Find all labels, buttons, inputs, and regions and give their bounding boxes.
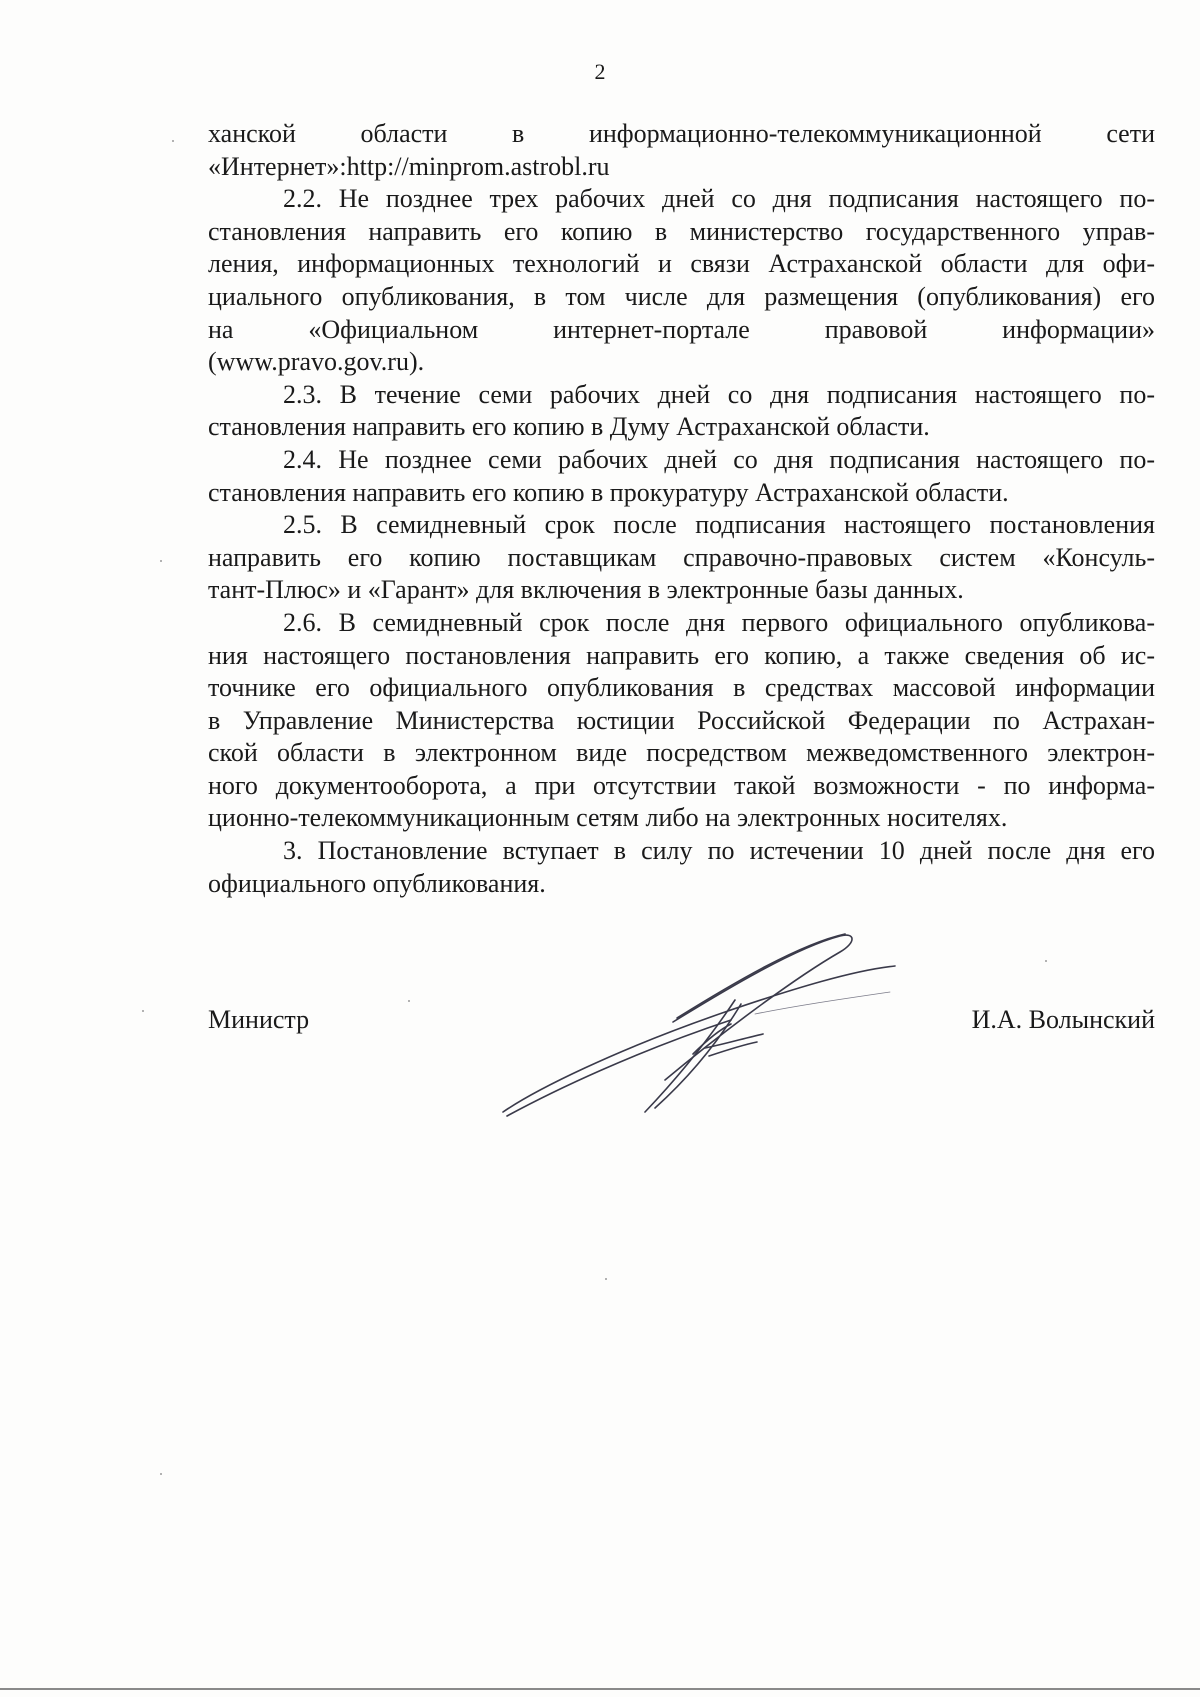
paragraph-continuation <box>208 118 1155 183</box>
scan-speck <box>172 140 174 142</box>
document-body <box>208 118 1155 900</box>
text-line: тант-Плюс» и «Гарант» для включения в электронные базы данных. <box>208 575 964 605</box>
paragraph-2-6 <box>208 607 1155 835</box>
paragraph-2-4 <box>208 444 1155 509</box>
text-line: официального опубликования. <box>208 868 546 898</box>
scan-edge-line <box>0 1688 1200 1690</box>
text-line: ления, информационных технологий и связи Астраханской области для офи- <box>208 249 1155 279</box>
scan-speck <box>142 1010 144 1012</box>
text-line: 2.3. В течение семи рабочих дней со дня подписания настоящего по- <box>283 379 1155 409</box>
text-line: 2.6. В семидневный срок после дня первого официального опубликова- <box>283 607 1155 637</box>
text-line: направить его копию поставщикам справочно-правовых систем «Консуль- <box>208 542 1155 572</box>
paragraph-2-3 <box>208 379 1155 444</box>
text-line: становления направить его копию в прокуратуру Астраханской области. <box>208 477 1009 507</box>
text-line: «Интернет»:http://minprom.astrobl.ru <box>208 151 610 181</box>
text-line: циального опубликования, в том числе для размещения (опубликования) его <box>208 281 1155 311</box>
paragraph-2-2 <box>208 183 1155 379</box>
scan-speck <box>160 1473 162 1475</box>
page-number: 2 <box>594 59 606 84</box>
text-line: ного документооборота, а при отсутствии такой возможности - по информа- <box>208 770 1155 800</box>
paragraph-2-5 <box>208 509 1155 607</box>
text-line: в Управление Министерства юстиции Российской Федерации по Астрахан- <box>208 705 1155 735</box>
signatory-title: Министр <box>208 1005 310 1034</box>
text-line: 3. Постановление вступает в силу по истечении 10 дней после дня его <box>283 836 1155 866</box>
scan-speck <box>160 560 162 562</box>
text-line: 2.2. Не позднее трех рабочих дней со дня подписания настоящего по- <box>283 184 1155 214</box>
signature-block <box>208 1004 1155 1044</box>
signatory-name: И.А. Волынский <box>971 1005 1155 1034</box>
text-line: становления направить его копию в Думу Астраханской области. <box>208 412 930 442</box>
text-line: становления направить его копию в министерство государственного управ- <box>208 216 1155 246</box>
text-line: ния настоящего постановления направить его копию, а также сведения об ис- <box>208 640 1155 670</box>
scan-speck <box>605 1278 607 1280</box>
text-line: ханской области в информационно-телекоммуникационной сети <box>208 119 1155 148</box>
paragraph-3 <box>208 835 1155 900</box>
text-line: ской области в электронном виде посредством межведомственного электрон- <box>208 738 1155 768</box>
text-line: на «Официальном интернет-портале правовой информации» <box>208 314 1155 344</box>
text-line: ционно-телекоммуникационным сетям либо на электронных носителях. <box>208 803 1008 833</box>
scan-speck <box>408 1000 410 1002</box>
text-line: 2.5. В семидневный срок после подписания настоящего постановления <box>283 510 1155 540</box>
scan-speck <box>1045 960 1047 962</box>
text-line: 2.4. Не позднее семи рабочих дней со дня подписания настоящего по- <box>283 444 1155 474</box>
text-line: точнике его официального опубликования в средствах массовой информации <box>208 673 1155 703</box>
text-line: (www.pravo.gov.ru). <box>208 347 425 377</box>
